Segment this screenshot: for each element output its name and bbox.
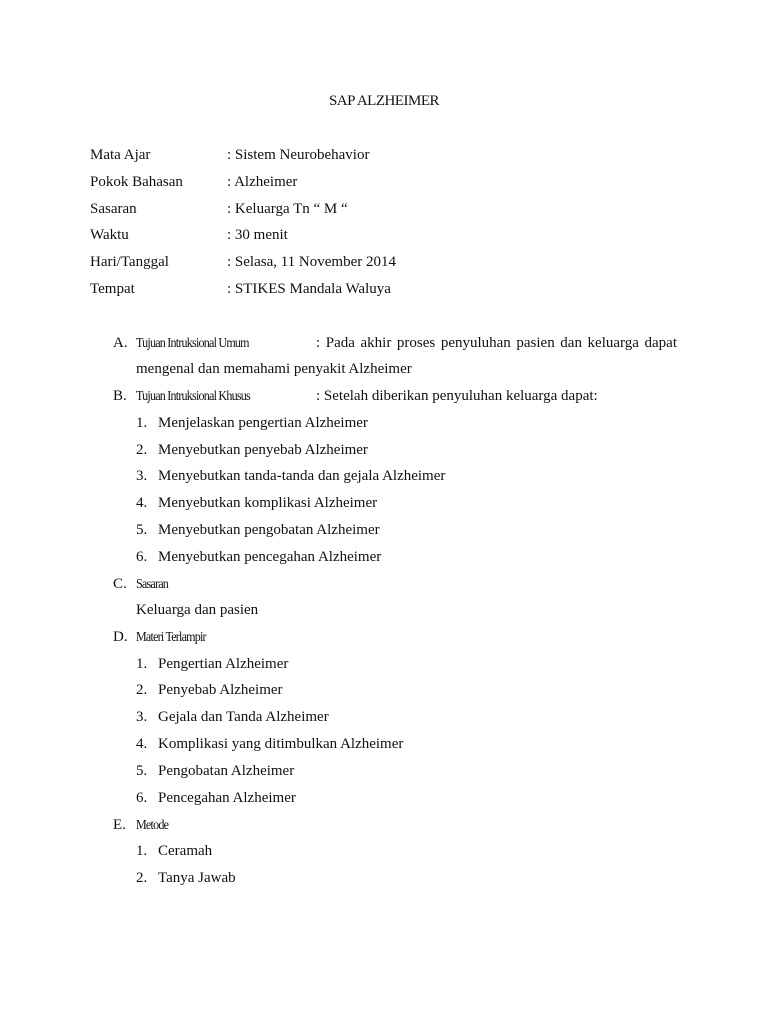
list-number: 1.	[136, 415, 148, 431]
info-value: : Sistem Neurobehavior	[227, 147, 370, 163]
section-letter: D.	[113, 629, 128, 645]
info-label: Hari/Tanggal	[90, 254, 169, 270]
list-item	[0, 493, 768, 513]
list-number: 1.	[136, 656, 148, 672]
section-letter: C.	[113, 576, 127, 592]
list-item	[0, 520, 768, 540]
section-letter: E.	[113, 817, 126, 833]
section-letter: A.	[113, 335, 128, 351]
list-number: 5.	[136, 522, 148, 538]
list-item	[0, 654, 768, 674]
list-text: Menyebutkan penyebab Alzheimer	[158, 442, 368, 458]
list-number: 2.	[136, 682, 148, 698]
list-item	[0, 734, 768, 754]
list-number: 2.	[136, 870, 148, 886]
list-number: 6.	[136, 790, 148, 806]
list-text: Pengobatan Alzheimer	[158, 763, 295, 779]
list-text: Penyebab Alzheimer	[158, 682, 283, 698]
list-item	[0, 440, 768, 460]
list-number: 3.	[136, 468, 148, 484]
section-heading: Materi Terlampir	[136, 630, 206, 645]
list-text: Pencegahan Alzheimer	[158, 790, 296, 806]
section-letter: B.	[113, 388, 127, 404]
list-text: Ceramah	[158, 843, 213, 859]
list-item	[0, 680, 768, 700]
list-item	[0, 761, 768, 781]
section-e	[0, 815, 768, 835]
info-label: Mata Ajar	[90, 147, 151, 163]
list-number: 6.	[136, 549, 148, 565]
list-item	[0, 868, 768, 888]
list-item	[0, 466, 768, 486]
list-number: 2.	[136, 442, 148, 458]
list-text: Menyebutkan komplikasi Alzheimer	[158, 495, 378, 511]
section-text: Keluarga dan pasien	[136, 602, 259, 618]
section-a-continuation: mengenal dan memahami penyakit Alzheimer	[136, 361, 412, 377]
info-value: : Selasa, 11 November 2014	[227, 254, 396, 270]
section-text: : Setelah diberikan penyuluhan keluarga dapat:	[316, 388, 598, 404]
list-text: Tanya Jawab	[158, 870, 236, 886]
section-c	[0, 574, 768, 594]
list-number: 5.	[136, 763, 148, 779]
section-d	[0, 627, 768, 647]
list-item	[0, 707, 768, 727]
list-item	[0, 788, 768, 808]
list-item	[0, 841, 768, 861]
list-text: Gejala dan Tanda Alzheimer	[158, 709, 329, 725]
info-value: : Alzheimer	[227, 174, 298, 190]
info-value: : STIKES Mandala Waluya	[227, 281, 391, 297]
info-value: : 30 menit	[227, 227, 288, 243]
list-number: 1.	[136, 843, 148, 859]
list-item	[0, 547, 768, 567]
info-label: Tempat	[90, 281, 135, 297]
info-value: : Keluarga Tn “ M “	[227, 201, 348, 217]
section-b	[0, 386, 768, 406]
section-heading: Tujuan Intruksional Umum	[136, 336, 249, 351]
document-title: SAP ALZHEIMER	[328, 93, 440, 109]
section-heading: Metode	[136, 818, 169, 833]
list-text: Pengertian Alzheimer	[158, 656, 289, 672]
list-text: Menjelaskan pengertian Alzheimer	[158, 415, 368, 431]
section-text: : Pada akhir proses penyuluhan pasien dan keluarga dapat	[316, 335, 677, 351]
info-label: Pokok Bahasan	[90, 174, 183, 190]
section-heading: Tujuan Intruksional Khusus	[136, 389, 250, 404]
list-number: 4.	[136, 495, 148, 511]
list-text: Komplikasi yang ditimbulkan Alzheimer	[158, 736, 404, 752]
info-label: Waktu	[90, 227, 129, 243]
list-number: 3.	[136, 709, 148, 725]
list-item	[0, 413, 768, 433]
list-text: Menyebutkan pencegahan Alzheimer	[158, 549, 382, 565]
info-label: Sasaran	[90, 201, 137, 217]
section-heading: Sasaran	[136, 577, 169, 592]
list-number: 4.	[136, 736, 148, 752]
section-a	[0, 333, 768, 353]
list-text: Menyebutkan tanda-tanda dan gejala Alzheimer	[158, 468, 446, 484]
list-text: Menyebutkan pengobatan Alzheimer	[158, 522, 380, 538]
